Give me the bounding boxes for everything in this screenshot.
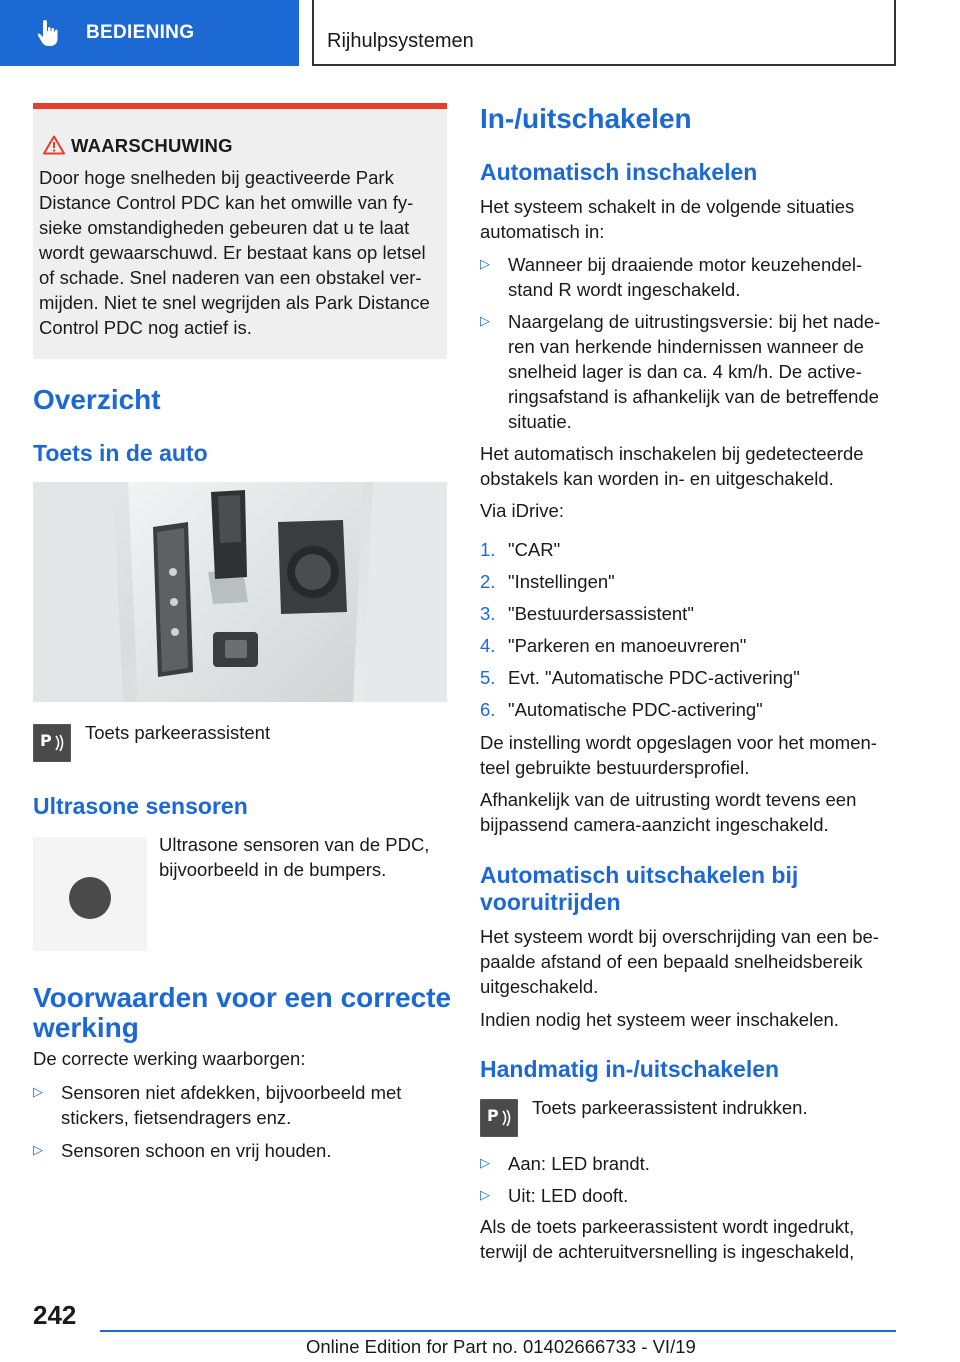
ultrasone-text: Ultrasone sensoren van de PDC, bijvoorbeeld in de bumpers. — [159, 834, 430, 880]
warning-triangle-icon — [43, 135, 65, 155]
parking-assistant-button-icon: P — [480, 1099, 518, 1137]
auto-para: Het automatisch inschakelen bij gedetecteerde obstakels kan worden in- en uitgeschakeld. — [480, 443, 864, 489]
center-console-illustration — [33, 482, 447, 702]
section-header — [312, 0, 896, 66]
heading-handmatig: Handmatig in-/uitschakelen — [480, 1056, 780, 1082]
header-tab[interactable] — [0, 0, 299, 66]
footer-divider — [100, 1330, 896, 1332]
bullet-triangle-icon: ▷ — [480, 1188, 490, 1203]
footer-edition: Online Edition for Part no. 01402666733 - VI/19 — [306, 1336, 696, 1357]
saved-para: De instelling wordt opgeslagen voor het momen- teel gebruikte bestuurdersprofiel. — [480, 732, 877, 778]
bullet-triangle-icon: ▷ — [480, 257, 490, 272]
toets-caption: Toets parkeerassistent — [85, 722, 271, 743]
step-item: 2. "Instellingen" — [480, 571, 615, 592]
voorwaarden-intro: De correcte werking waarborgen: — [33, 1048, 306, 1069]
chapter-tab-label: BEDIENING — [86, 22, 195, 43]
final-para: Als de toets parkeerassistent wordt ingedrukt, terwijl de achteruitversnelling is ingeschakeld, — [480, 1216, 855, 1262]
bullet-triangle-icon: ▷ — [33, 1085, 43, 1100]
step-item: 3. "Bestuurdersassistent" — [480, 603, 694, 624]
auto-off-para2: Indien nodig het systeem weer inschakelen. — [480, 1009, 839, 1030]
auto-intro: Het systeem schakelt in de volgende situaties automatisch in: — [480, 196, 855, 242]
step-item: 4. "Parkeren en manoeuvreren" — [480, 635, 747, 656]
heading-voorwaarden: Voorwaarden voor een correcte werking — [33, 982, 452, 1043]
heading-ultrasone-sensoren: Ultrasone sensoren — [33, 793, 248, 819]
heading-toets-in-de-auto: Toets in de auto — [33, 440, 208, 466]
list-item: ▷ Sensoren schoon en vrij houden. — [33, 1140, 332, 1161]
warning-title: WAARSCHUWING — [71, 135, 233, 156]
hand-pointer-icon — [36, 18, 64, 48]
bullet-triangle-icon: ▷ — [480, 314, 490, 329]
bullet-triangle-icon: ▷ — [480, 1156, 490, 1171]
list-item: ▷ Uit: LED dooft. — [480, 1185, 629, 1206]
parking-assistant-button-icon: P — [33, 724, 71, 762]
page-number: 242 — [33, 1300, 77, 1330]
ultrasonic-sensor-image — [33, 837, 147, 951]
auto-off-para: Het systeem wordt bij overschrijding van een be- paalde afstand of een bepaald snelheidsbereik uitgeschakeld. — [480, 926, 879, 997]
center-console-photo — [33, 482, 447, 702]
list-item: ▷ Sensoren niet afdekken, bijvoorbeeld met stickers, fietsendragers enz. — [33, 1082, 402, 1128]
list-item: ▷ Wanneer bij draaiende motor keuzehendel- stand R wordt ingeschakeld. — [480, 254, 863, 300]
heading-overzicht: Overzicht — [33, 384, 161, 415]
list-item: ▷ Naargelang de uitrustingsversie: bij het nade- ren van herkende hindernissen wanneer de snelheid lager is dan ca. 4 km/h. De active- ringsafstand is afhankelijk van de betreffende situatie. — [480, 311, 881, 432]
camera-para: Afhankelijk van de uitrusting wordt tevens een bijpassend camera-aanzicht ingeschakeld. — [480, 789, 857, 835]
heading-automatisch-uitschakelen: Automatisch uitschakelen bij vooruitrijden — [480, 862, 799, 915]
manual-caption: Toets parkeerassistent indrukken. — [532, 1097, 808, 1118]
bullet-triangle-icon: ▷ — [33, 1143, 43, 1158]
heading-automatisch-inschakelen: Automatisch inschakelen — [480, 159, 758, 185]
step-item: 5. Evt. "Automatische PDC-activering" — [480, 667, 800, 688]
step-item: 6. "Automatische PDC-activering" — [480, 699, 763, 720]
sensor-dot — [69, 877, 111, 919]
heading-in-uitschakelen: In-/uitschakelen — [480, 103, 692, 134]
step-item: 1. "CAR" — [480, 539, 561, 560]
section-title: Rijhulpsystemen — [327, 30, 474, 52]
list-item: ▷ Aan: LED brandt. — [480, 1153, 650, 1174]
warning-box — [33, 103, 447, 359]
via-idrive: Via iDrive: — [480, 500, 564, 521]
warning-text: Door hoge snelheden bij geactiveerde Park Distance Control PDC kan het omwille van fy- sieke omstandigheden gebeuren dat u te laat wordt gewaarschuwd. Er bestaat kans op letsel of schade. Snel naderen van een obstakel ver- mijden. Niet te snel wegrijden als Park Distance Control PDC nog actief is. — [39, 167, 430, 338]
